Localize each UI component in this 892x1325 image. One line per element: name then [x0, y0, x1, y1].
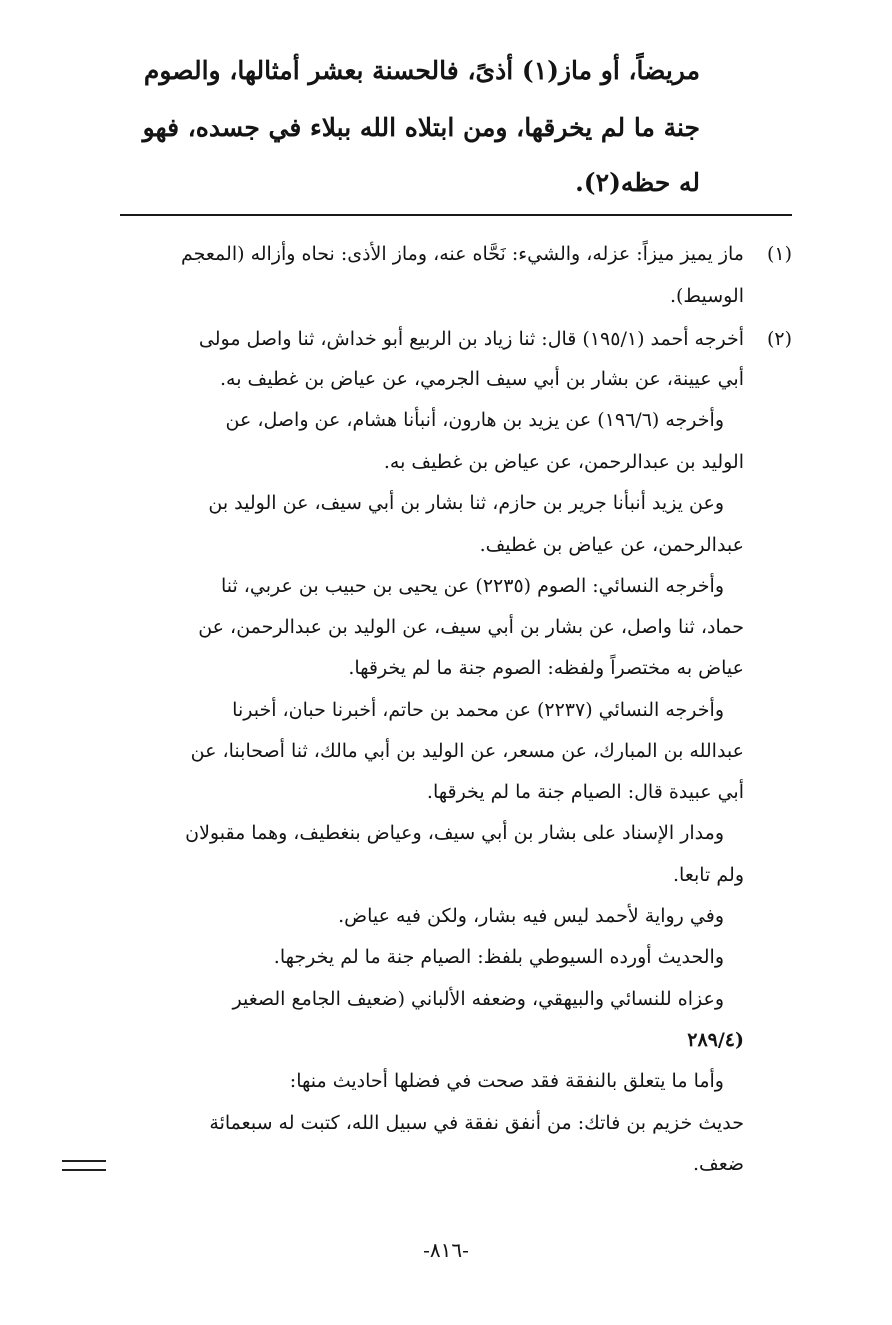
footnote-line: وفي رواية لأحمد ليس فيه بشار، ولكن فيه عياض. [338, 905, 724, 927]
footnote-number: (٢) [766, 328, 792, 350]
footnote-line: ضعف. [692, 1153, 744, 1175]
footnote-line: عبدالرحمن، عن عياض بن غطيف. [479, 534, 744, 556]
footnote-line: الوسيط). [669, 285, 744, 307]
footnote-line: عبدالله بن المبارك، عن مسعر، عن الوليد بن أبي مالك، ثنا أصحابنا، عن [190, 740, 744, 762]
footnote-line: ماز يميز ميزاً: عزله، والشيء: نَحَّاه عنه، وماز الأذى: نحاه وأزاله (المعجم [180, 243, 744, 265]
footnote-line: أبي عيينة، عن بشار بن أبي سيف الجرمي، عن عياض بن غطيف به. [220, 368, 744, 390]
footnote-line: وأما ما يتعلق بالنفقة فقد صحت في فضلها أحاديث منها: [289, 1070, 724, 1092]
footnote-line: أبي عبيدة قال: الصيام جنة ما لم يخرقها. [426, 781, 744, 803]
footnote-line: وعزاه للنسائي والبيهقي، وضعفه الألباني (ضعيف الجامع الصغير [232, 988, 724, 1010]
footnote-line: والحديث أورده السيوطي بلفظ: الصيام جنة ما لم يخرجها. [273, 946, 724, 968]
page-number: -٨١٦- [423, 1238, 469, 1262]
main-text-line: جنة ما لم يخرقها، ومن ابتلاه الله ببلاء في جسده، فهو [142, 113, 700, 142]
footnote-line: حماد، ثنا واصل، عن بشار بن أبي سيف، عن الوليد بن عبدالرحمن، عن [198, 616, 744, 638]
footnote-separator [120, 214, 792, 216]
footnote-line: الوليد بن عبدالرحمن، عن عياض بن غطيف به. [383, 451, 744, 473]
main-text-line: مريضاً، أو ماز(١) أذىً، فالحسنة بعشر أمثالها، والصوم [143, 56, 700, 85]
footnote-line: حديث خزيم بن فاتك: من أنفق نفقة في سبيل الله، كتبت له سبعمائة [209, 1112, 744, 1134]
footnote-line: أخرجه أحمد (١٩٥/١) قال: ثنا زياد بن الربيع أبو خداش، ثنا واصل مولى [198, 328, 744, 350]
footnote-line: وعن يزيد أنبأنا جرير بن حازم، ثنا بشار بن أبي سيف، عن الوليد بن [208, 492, 724, 514]
footnote-number: (١) [766, 243, 792, 265]
footnote-line: وأخرجه النسائي (٢٢٣٧) عن محمد بن حاتم، أخبرنا حبان، أخبرنا [232, 699, 724, 721]
section-end-mark [62, 1160, 106, 1171]
main-text-line: له حظه(٢). [575, 168, 700, 197]
footnote-line: (٢٨٩/٤ [687, 1029, 744, 1051]
footnote-line: ولم تابعا. [672, 864, 744, 886]
footnote-line: وأخرجه النسائي: الصوم (٢٢٣٥) عن يحيى بن حبيب بن عربي، ثنا [220, 575, 724, 597]
footnote-line: عياض به مختصراً ولفظه: الصوم جنة ما لم يخرقها. [348, 657, 744, 679]
footnote-line: وأخرجه (١٩٦/٦) عن يزيد بن هارون، أنبأنا هشام، عن واصل، عن [225, 409, 724, 431]
footnote-line: ومدار الإسناد على بشار بن أبي سيف، وعياض بنغطيف، وهما مقبولان [185, 822, 724, 844]
